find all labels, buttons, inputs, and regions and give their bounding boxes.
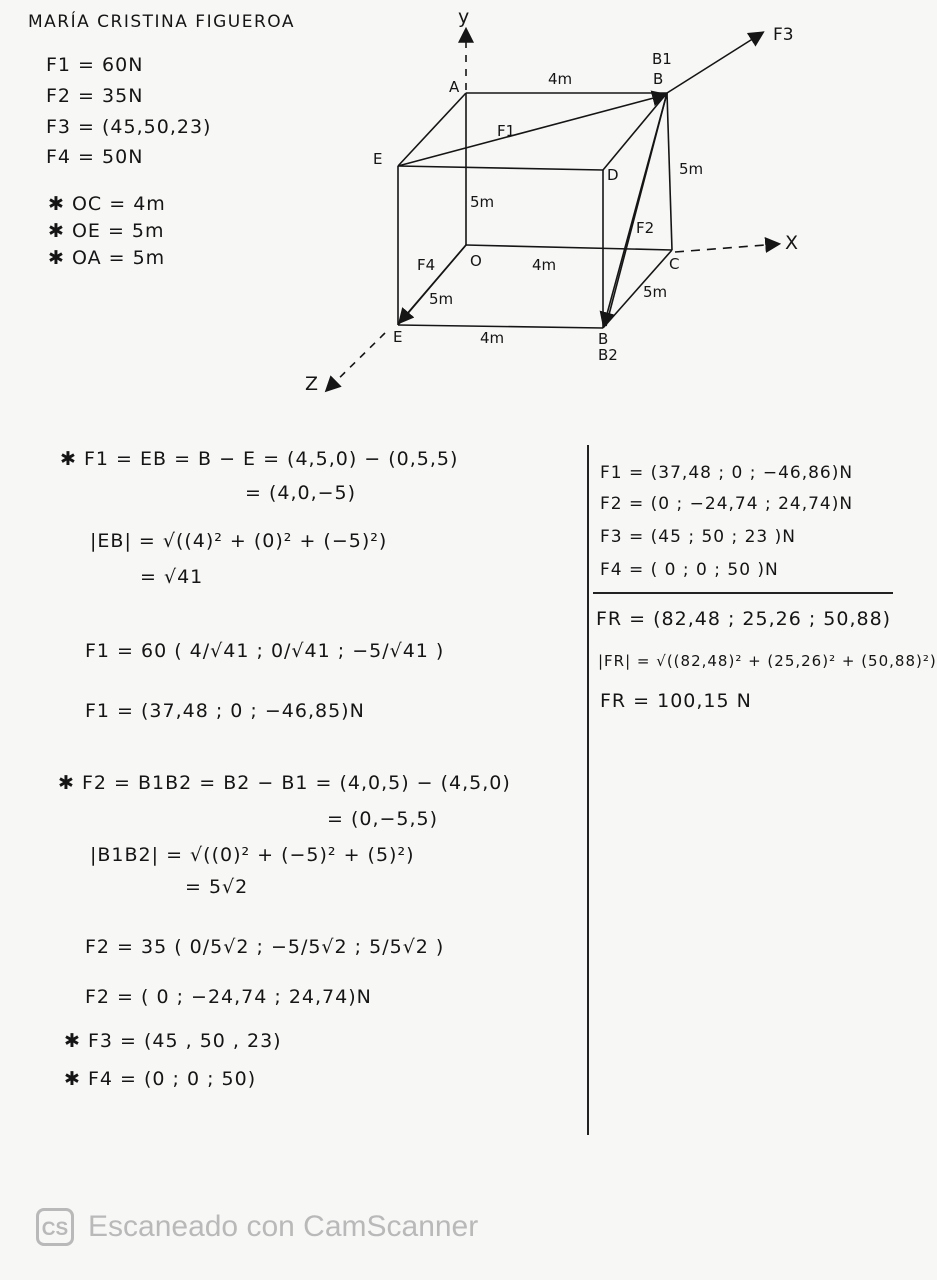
dim-depth-right-label: 5m: [643, 283, 668, 301]
point-b-label: B: [653, 70, 664, 88]
summary-f2: F2 = (0 ; −24,74 ; 24,74)N: [600, 494, 854, 514]
calc-f2-line2: = (0,−5,5): [327, 808, 439, 830]
point-o-label: O: [470, 252, 482, 270]
point-e-top-label: E: [373, 150, 383, 168]
summary-rule: [593, 592, 893, 594]
author-name: MARÍA CRISTINA FIGUEROA: [28, 12, 295, 32]
point-c-label: C: [669, 255, 680, 273]
distance-oa: ✱ OA = 5m: [48, 247, 166, 269]
edge-ebottom-b2: [398, 325, 603, 328]
point-d-label: D: [607, 166, 619, 184]
summary-f3: F3 = (45 ; 50 ; 23 )N: [600, 527, 796, 547]
dim-depth-left-label: 5m: [429, 290, 454, 308]
calc-f2-line3: |B1B2| = √((0)² + (−5)² + (5)²): [90, 844, 415, 866]
point-e-bottom-label: E: [393, 328, 403, 346]
calc-f2-line6: F2 = ( 0 ; −24,74 ; 24,74)N: [85, 986, 372, 1008]
dim-base-mid-label: 4m: [532, 256, 557, 274]
point-b-bottom-label: B: [598, 330, 609, 348]
axis-z-line: [327, 333, 385, 390]
calc-f2-line4: = 5√2: [185, 876, 249, 898]
calc-f1-line3: |EB| = √((4)² + (0)² + (−5)²): [90, 530, 388, 552]
camscanner-watermark: Escaneado con CamScanner: [88, 1210, 479, 1243]
dim-bottom-label: 4m: [480, 329, 505, 347]
distance-oc: ✱ OC = 4m: [48, 193, 166, 215]
axis-x-label: X: [785, 232, 799, 254]
given-f2: F2 = 35N: [46, 85, 144, 107]
axis-x-line: [675, 244, 778, 252]
point-a-label: A: [449, 78, 460, 96]
dim-right-label: 5m: [679, 160, 704, 178]
summary-f4: F4 = ( 0 ; 0 ; 50 )N: [600, 560, 779, 580]
calc-f1-line1: ✱ F1 = EB = B − E = (4,5,0) − (0,5,5): [60, 448, 459, 470]
force-f2-label: F2: [636, 219, 655, 237]
axis-y-label: y: [458, 6, 470, 28]
summary-fr-result: FR = 100,15 N: [600, 690, 752, 712]
edge-a-e: [398, 93, 466, 166]
calc-f1-line5: F1 = 60 ( 4/√41 ; 0/√41 ; −5/√41 ): [85, 640, 445, 662]
calc-f4-line: ✱ F4 = (0 ; 0 ; 50): [64, 1068, 257, 1090]
point-b2-label: B2: [598, 346, 618, 364]
dim-inner-label: 5m: [470, 193, 495, 211]
force-f1-arrow: [398, 95, 665, 166]
summary-fr-magnitude: |FR| = √((82,48)² + (25,26)² + (50,88)²): [598, 652, 937, 670]
edge-b-c: [667, 93, 672, 250]
camscanner-logo: CS: [36, 1208, 74, 1246]
given-f1: F1 = 60N: [46, 54, 144, 76]
calc-f1-line2: = (4,0,−5): [245, 482, 357, 504]
distance-oe: ✱ OE = 5m: [48, 220, 165, 242]
calc-f3-line: ✱ F3 = (45 , 50 , 23): [64, 1030, 282, 1052]
force-f3-label: F3: [773, 25, 794, 45]
dim-top-label: 4m: [548, 70, 573, 88]
cube-diagram: [0, 0, 902, 430]
point-b1-label: B1: [652, 50, 672, 68]
given-f4: F4 = 50N: [46, 146, 144, 168]
edge-o-c: [466, 245, 672, 250]
summary-f1: F1 = (37,48 ; 0 ; −46,86)N: [600, 463, 854, 483]
calc-f1-line6: F1 = (37,48 ; 0 ; −46,85)N: [85, 700, 365, 722]
summary-fr: FR = (82,48 ; 25,26 ; 50,88): [596, 608, 892, 630]
force-f4-label: F4: [417, 256, 436, 274]
calc-f2-line1: ✱ F2 = B1B2 = B2 − B1 = (4,0,5) − (4,5,0): [58, 772, 511, 794]
calc-f2-line5: F2 = 35 ( 0/5√2 ; −5/5√2 ; 5/5√2 ): [85, 936, 445, 958]
edge-e-d: [398, 166, 603, 170]
calc-f1-line4: = √41: [140, 566, 204, 588]
given-f3: F3 = (45,50,23): [46, 116, 212, 138]
force-f1-label: F1: [497, 122, 516, 140]
axis-z-label: Z: [305, 373, 319, 395]
force-f3-arrow: [667, 33, 762, 93]
column-divider: [587, 445, 589, 1135]
